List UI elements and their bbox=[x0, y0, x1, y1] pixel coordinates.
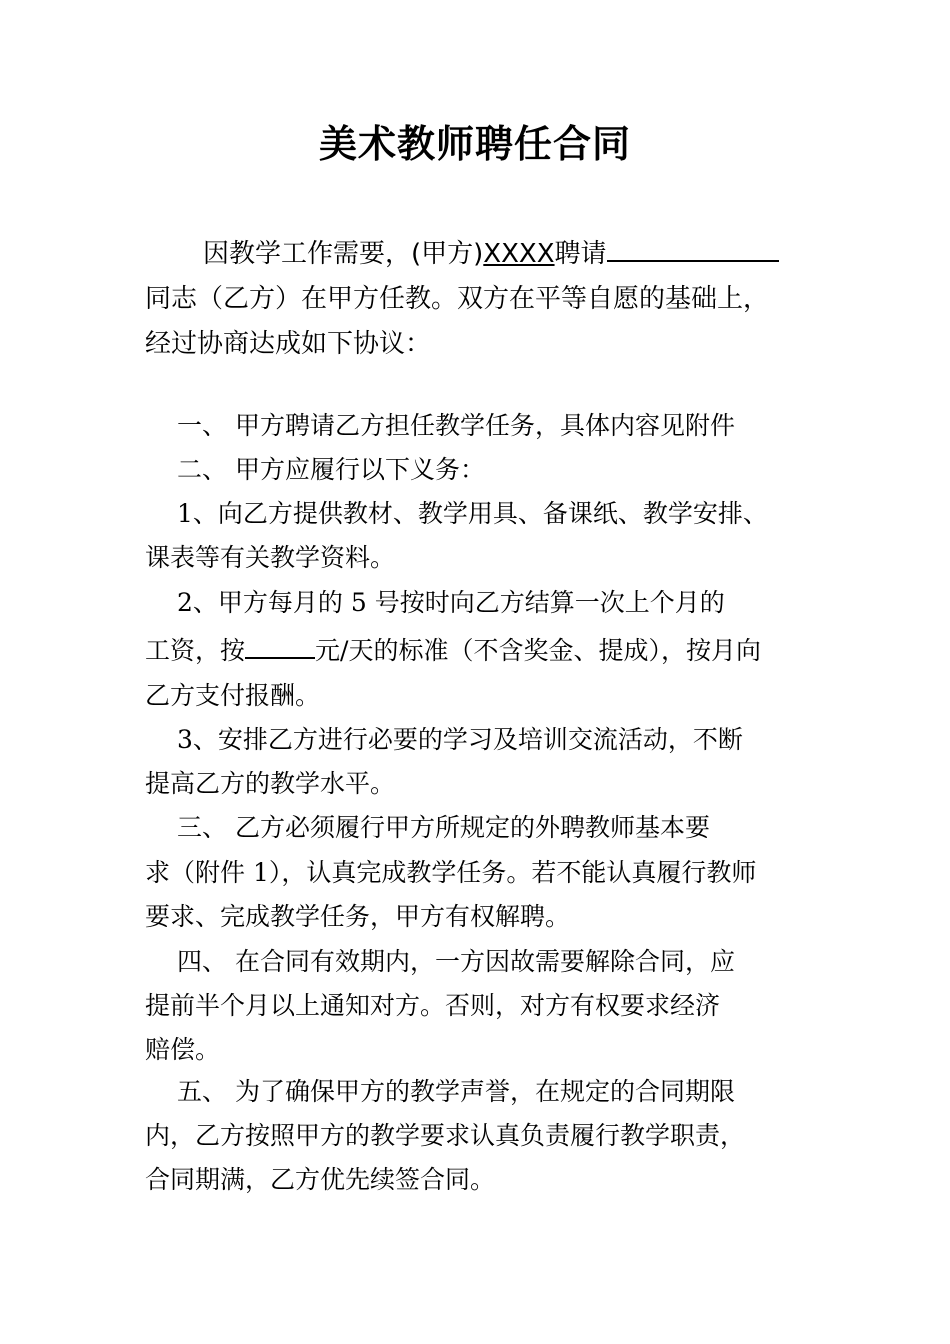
clause-2-item-2-text-a: 2、甲方每月的 5 号按时向乙方结算一次上个月的 bbox=[177, 588, 725, 617]
clause-2-item-2-line-3: 乙方支付报酬。 bbox=[145, 681, 321, 710]
intro-line-2: 同志（乙方）在甲方任教。双方在平等自愿的基础上， bbox=[145, 284, 770, 314]
clause-1 bbox=[145, 404, 825, 448]
intro-text-a: 因教学工作需要，(甲方) bbox=[203, 239, 484, 269]
clause-2-text: 二、 甲方应履行以下义务： bbox=[177, 455, 485, 484]
clause-5-line-3: 合同期满，乙方优先续签合同。 bbox=[145, 1165, 496, 1194]
clause-2-item-1-line-2: 课表等有关教学资料。 bbox=[145, 543, 396, 572]
intro-line-3: 经过协商达成如下协议： bbox=[145, 329, 432, 359]
intro-line-1 bbox=[145, 232, 825, 277]
wage-text-a: 工资，按 bbox=[145, 636, 246, 665]
clause-2-item-2-line-1 bbox=[145, 581, 825, 625]
clause-2-item-3-text-a: 3、安排乙方进行必要的学习及培训交流活动，不断 bbox=[177, 725, 743, 754]
clause-3-line-1 bbox=[145, 806, 825, 850]
clause-4-text-a: 四、 在合同有效期内，一方因故需要解除合同，应 bbox=[177, 947, 735, 976]
wage-text-b: 元/天的标准（不含奖金、提成），按月向 bbox=[315, 636, 761, 665]
clause-4-line-3: 赔偿。 bbox=[145, 1035, 221, 1064]
clause-5-line-1 bbox=[145, 1070, 825, 1114]
clause-2-item-1-line-1 bbox=[145, 492, 825, 536]
clause-3-line-3: 要求、完成教学任务，甲方有权解聘。 bbox=[145, 902, 571, 931]
intro-text-b: 聘请 bbox=[554, 239, 607, 269]
clause-2-item-2-line-2 bbox=[145, 629, 825, 673]
clause-1-text: 一、 甲方聘请乙方担任教学任务，具体内容见附件 bbox=[177, 411, 735, 440]
daily-wage-blank bbox=[245, 633, 315, 659]
clause-2 bbox=[145, 448, 825, 492]
hiree-name-blank bbox=[607, 236, 779, 262]
clause-5-line-2: 内，乙方按照甲方的教学要求认真负责履行教学职责， bbox=[145, 1121, 746, 1150]
clause-2-item-1-text-a: 1、向乙方提供教材、教学用具、备课纸、教学安排、 bbox=[177, 499, 768, 528]
document-title: 美术教师聘任合同 bbox=[318, 122, 631, 166]
clause-3-text-a: 三、 乙方必须履行甲方所规定的外聘教师基本要 bbox=[177, 813, 710, 842]
party-a-name: XXXX bbox=[483, 239, 555, 269]
clause-3-line-2: 求（附件 1），认真完成教学任务。若不能认真履行教师 bbox=[145, 858, 757, 887]
clause-2-item-3-line-1 bbox=[145, 718, 825, 762]
clause-5-text-a: 五、 为了确保甲方的教学声誉，在规定的合同期限 bbox=[177, 1077, 735, 1106]
clause-2-item-3-line-2: 提高乙方的教学水平。 bbox=[145, 769, 396, 798]
clause-4-line-1 bbox=[145, 940, 825, 984]
clause-4-line-2: 提前半个月以上通知对方。否则，对方有权要求经济 bbox=[145, 991, 721, 1020]
